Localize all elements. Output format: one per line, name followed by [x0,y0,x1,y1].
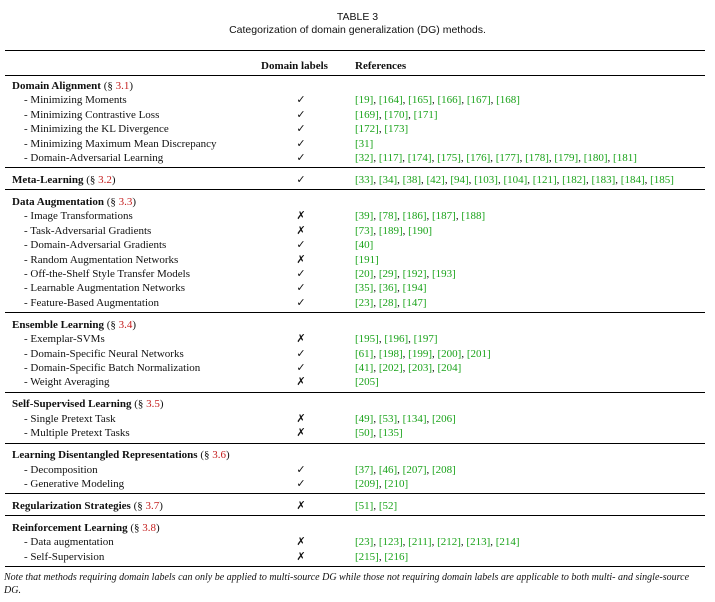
citation-link[interactable]: [175] [437,152,461,164]
method-row [0,151,715,165]
citation-link[interactable]: [184] [620,174,645,186]
table-caption: Categorization of domain generalization (DG) methods. [229,24,486,36]
citation-link[interactable]: [216] [384,550,409,563]
method-row [0,238,715,252]
citation-link[interactable]: [185] [650,174,674,186]
references-cell: [209], [210] [355,478,409,490]
citation-link[interactable]: [213] [466,536,491,549]
method-row [0,550,715,564]
references-cell: [20], [29], [192], [193] [355,268,456,280]
citation-link[interactable]: [195] [355,333,379,346]
citation-link[interactable]: [134] [402,412,427,425]
citation-link[interactable]: [164] [378,94,403,107]
cross-mark-icon: ✗ [296,499,306,512]
citation-link[interactable]: [168] [496,94,520,107]
method-row [0,535,715,549]
citation-link[interactable]: [73] [355,224,374,237]
method-row [0,281,715,295]
category-title: Reinforcement Learning [12,522,128,534]
citation-link[interactable]: [196] [384,333,409,346]
citation-link[interactable]: [208] [431,463,456,476]
group-rule [5,443,705,444]
references-cell [355,375,379,389]
citation-link[interactable]: [39] [355,210,374,223]
method-name: - Domain-Specific Neural Networks [24,347,184,360]
citation-link[interactable]: [23] [355,296,374,309]
method-row [0,253,715,267]
citation-link[interactable]: [166] [437,94,462,107]
citation-link[interactable]: [176] [466,152,491,164]
cross-mark-icon: ✗ [296,223,306,237]
citation-link[interactable]: [61] [355,347,374,360]
check-mark-icon: ✓ [296,238,306,252]
references-cell: [50], [135] [355,427,403,440]
method-name: - Minimizing the KL Divergence [24,123,169,136]
citation-link[interactable]: [183] [591,174,616,186]
references-cell: [37], [46], [207], [208] [355,463,456,476]
method-name: - Domain-Adversarial Gradients [24,239,167,252]
method-row [0,375,715,389]
category-title: Ensemble Learning [12,318,104,331]
citation-link[interactable]: [206] [431,412,456,425]
citation-link[interactable]: [165] [408,94,432,107]
cross-mark-icon: ✗ [296,252,306,266]
references-cell: [51], [52] [355,500,398,512]
check-mark-icon: ✓ [296,281,306,295]
method-row [0,426,715,440]
category-row [0,448,715,462]
citation-link[interactable]: [207] [402,463,427,476]
citation-link[interactable]: [36] [378,282,398,295]
citation-link[interactable]: [172] [355,123,379,136]
citation-link[interactable]: [210] [384,478,409,490]
check-mark-icon: ✓ [296,122,306,136]
method-name: - Minimizing Maximum Mean Discrepancy [24,137,217,150]
group-rule [5,566,705,567]
method-row [0,296,715,310]
citation-link[interactable]: [177] [495,152,520,164]
method-name: - Random Augmentation Networks [24,253,179,266]
cross-mark-icon: ✗ [296,426,306,440]
method-row [0,477,715,491]
group-rule [5,515,705,516]
method-name: - Task-Adversarial Gradients [24,224,152,237]
citation-link[interactable]: [37] [355,463,374,476]
cross-mark-icon: ✗ [296,375,306,389]
method-row [0,137,715,151]
citation-link[interactable]: [193] [431,268,456,280]
check-mark-icon: ✓ [296,346,306,360]
citation-link[interactable]: [38] [402,174,421,186]
cross-mark-icon: ✗ [296,332,306,346]
method-row [0,93,715,107]
citation-link[interactable]: [31] [355,137,374,150]
citation-link[interactable]: [190] [408,224,432,237]
category-title: Self-Supervised Learning [12,398,132,411]
section-reference[interactable]: 3.1 [115,80,130,92]
citation-link[interactable]: [51] [355,500,374,512]
citation-link[interactable]: [32] [355,152,374,164]
check-mark-icon: ✓ [296,477,306,490]
citation-link[interactable]: [181] [613,152,637,164]
check-mark-icon: ✓ [296,136,306,150]
citation-link[interactable]: [214] [495,536,520,549]
citation-link[interactable]: [192] [402,268,427,280]
citation-link[interactable]: [197] [413,333,438,346]
method-row [0,361,715,375]
citation-link[interactable]: [187] [431,210,456,223]
method-row [0,347,715,361]
category-row [0,499,715,513]
citation-link[interactable]: [28] [378,296,398,309]
citation-link[interactable]: [212] [437,536,461,549]
section-reference[interactable]: 3.3 [118,196,133,208]
category-name: Ensemble Learning (§ 3.4) [12,318,137,331]
citation-link[interactable]: [188] [461,210,486,223]
citation-link[interactable]: [147] [402,296,427,309]
method-row [0,108,715,122]
check-mark-icon: ✓ [296,295,306,309]
references-cell: [49], [53], [134], [206] [355,412,456,425]
citation-link[interactable]: [135] [378,427,403,440]
method-name: - Weight Averaging [24,376,110,389]
citation-link[interactable]: [23] [355,536,374,549]
method-name: - Exemplar-SVMs [24,333,105,346]
references-cell: [169], [170], [171] [355,108,438,121]
section-reference[interactable]: 3.7 [145,500,160,512]
method-name: - Minimizing Moments [24,94,127,107]
check-mark-icon: ✓ [296,151,306,164]
references-cell: [195], [196], [197] [355,333,438,346]
cross-mark-icon: ✗ [296,549,306,563]
references-cell: [19], [164], [165], [166], [167], [168] [355,94,520,107]
references-cell [355,253,379,267]
category-title: Regularization Strategies [12,500,131,512]
method-name: - Generative Modeling [24,478,125,490]
references-cell: [215], [216] [355,550,409,563]
cross-mark-icon: ✗ [296,411,306,425]
method-name: - Domain-Adversarial Learning [24,152,164,164]
references-cell: [32], [117], [174], [175], [176], [177], [178], [179], [180], [181] [355,152,637,164]
check-mark-icon: ✓ [296,107,306,121]
method-name: - Learnable Augmentation Networks [24,282,185,295]
category-row [0,397,715,411]
check-mark-icon: ✓ [296,361,306,374]
citation-link[interactable]: [200] [437,347,462,360]
citation-link[interactable]: [167] [466,94,491,107]
category-name: Meta-Learning (§ 3.2) [12,174,116,186]
method-row [0,224,715,238]
method-name: - Multiple Pretext Tasks [24,427,130,440]
method-name: - Single Pretext Task [24,412,116,425]
category-row [0,521,715,535]
method-row [0,412,715,426]
category-title: Domain Alignment [12,80,101,92]
citation-link[interactable]: [49] [355,412,374,425]
group-rule [5,312,705,313]
citation-link[interactable]: [191] [355,253,379,266]
table-label: TABLE 3 [336,11,379,23]
references-cell: [35], [36], [194] [355,282,427,295]
citation-link[interactable]: [121] [532,174,557,186]
references-cell [355,137,373,151]
citation-link[interactable]: [103] [474,174,498,186]
method-name: - Decomposition [24,463,98,476]
citation-link[interactable]: [20] [355,268,374,280]
citation-link[interactable]: [179] [554,152,579,164]
citation-link[interactable]: [34] [378,174,398,186]
cross-mark-icon: ✗ [296,535,306,549]
citation-link[interactable]: [194] [402,282,427,295]
citation-link[interactable]: [173] [384,123,409,136]
citation-link[interactable]: [204] [437,362,462,374]
citation-link[interactable]: [35] [355,282,374,295]
citation-link[interactable]: [52] [378,500,398,512]
references-cell: [39], [78], [186], [187], [188] [355,210,486,223]
references-cell: [23], [28], [147] [355,296,427,309]
cross-mark-icon: ✗ [296,209,306,223]
citation-link[interactable]: [41] [355,362,374,374]
citation-link[interactable]: [104] [503,174,528,186]
section-reference[interactable]: 3.5 [146,398,160,411]
citation-link[interactable]: [171] [413,108,438,121]
citation-link[interactable]: [203] [408,362,432,374]
section-reference[interactable]: 3.2 [98,174,112,186]
method-name: - Self-Supervision [24,550,105,563]
references-cell: [172], [173] [355,123,409,136]
check-mark-icon: ✓ [296,267,306,280]
citation-link[interactable]: [189] [378,224,403,237]
category-title: Data Augmentation [12,196,104,208]
citation-link[interactable]: [198] [378,347,403,360]
citation-link[interactable]: [180] [583,152,608,164]
citation-link[interactable]: [201] [466,347,491,360]
references-cell: [33], [34], [38], [42], [94], [103], [104], [121], [182], [183], [184], [185] [355,174,674,186]
citation-link[interactable]: [182] [562,174,586,186]
references-cell: [73], [189], [190] [355,224,432,237]
column-header-references: References [355,60,407,72]
references-cell: [41], [202], [203], [204] [355,362,462,374]
citation-link[interactable]: [169] [355,108,379,121]
method-row [0,332,715,346]
check-mark-icon: ✓ [296,93,306,107]
citation-link[interactable]: [33] [355,174,374,186]
citation-link[interactable]: [42] [426,174,445,186]
category-title: Learning Disentangled Representations [12,449,198,462]
method-row [0,122,715,136]
citation-link[interactable]: [178] [525,152,549,164]
references-cell: [23], [123], [211], [212], [213], [214] [355,536,520,549]
category-row [0,79,715,93]
citation-link[interactable]: [202] [378,362,403,374]
section-reference[interactable]: 3.6 [212,449,227,462]
group-rule [5,493,705,494]
category-name: Self-Supervised Learning (§ 3.5) [12,398,164,411]
citation-link[interactable]: [123] [378,536,403,549]
group-rule [5,189,705,190]
references-cell: [61], [198], [199], [200], [201] [355,347,491,360]
column-header-domain-labels: Domain labels [261,60,328,72]
category-name: Learning Disentangled Representations (§ 3.6) [12,449,230,462]
citation-link[interactable]: [50] [355,427,374,440]
category-row [0,318,715,332]
citation-link[interactable]: [174] [407,152,432,164]
category-name: Regularization Strategies (§ 3.7) [12,500,163,512]
method-row [0,463,715,477]
citation-link[interactable]: [29] [378,268,398,280]
citation-link[interactable]: [209] [355,478,379,490]
method-row [0,267,715,281]
section-reference[interactable]: 3.8 [142,522,157,534]
method-name: - Minimizing Contrastive Loss [24,108,160,121]
references-cell [355,238,373,252]
citation-link[interactable]: [205] [355,376,379,389]
citation-link[interactable]: [53] [378,412,398,425]
method-name: - Image Transformations [24,210,133,223]
citation-link[interactable]: [117] [378,152,403,164]
citation-link[interactable]: [215] [355,550,379,563]
method-name: - Off-the-Shelf Style Transfer Models [24,268,190,280]
category-row [0,173,715,187]
group-rule [5,167,705,168]
citation-link[interactable]: [211] [408,536,432,549]
citation-link[interactable]: [170] [384,108,409,121]
method-row [0,209,715,223]
group-rule [5,392,705,393]
citation-link[interactable]: [19] [355,94,374,107]
citation-link[interactable]: [40] [355,239,374,252]
method-name: - Feature-Based Augmentation [24,296,160,309]
category-name: Data Augmentation (§ 3.3) [12,196,137,208]
citation-link[interactable]: [94] [450,174,469,186]
category-row [0,195,715,209]
table-footnote: Note that methods requiring domain labels can only be applied to multi-source DG while those not requiring domain labels are applicable to both multi- and single-source DG. [4,572,690,596]
check-mark-icon: ✓ [296,462,306,476]
method-name: - Domain-Specific Batch Normalization [24,362,201,374]
citation-link[interactable]: [46] [378,463,398,476]
category-title: Meta-Learning [12,174,84,186]
check-mark-icon: ✓ [296,173,306,186]
citation-link[interactable]: [78] [378,210,398,223]
method-name: - Data augmentation [24,536,114,549]
category-name: Reinforcement Learning (§ 3.8) [12,522,160,534]
citation-link[interactable]: [199] [408,347,432,360]
category-name: Domain Alignment (§ 3.1) [12,80,134,92]
citation-link[interactable]: [186] [402,210,427,223]
section-reference[interactable]: 3.4 [118,318,133,331]
